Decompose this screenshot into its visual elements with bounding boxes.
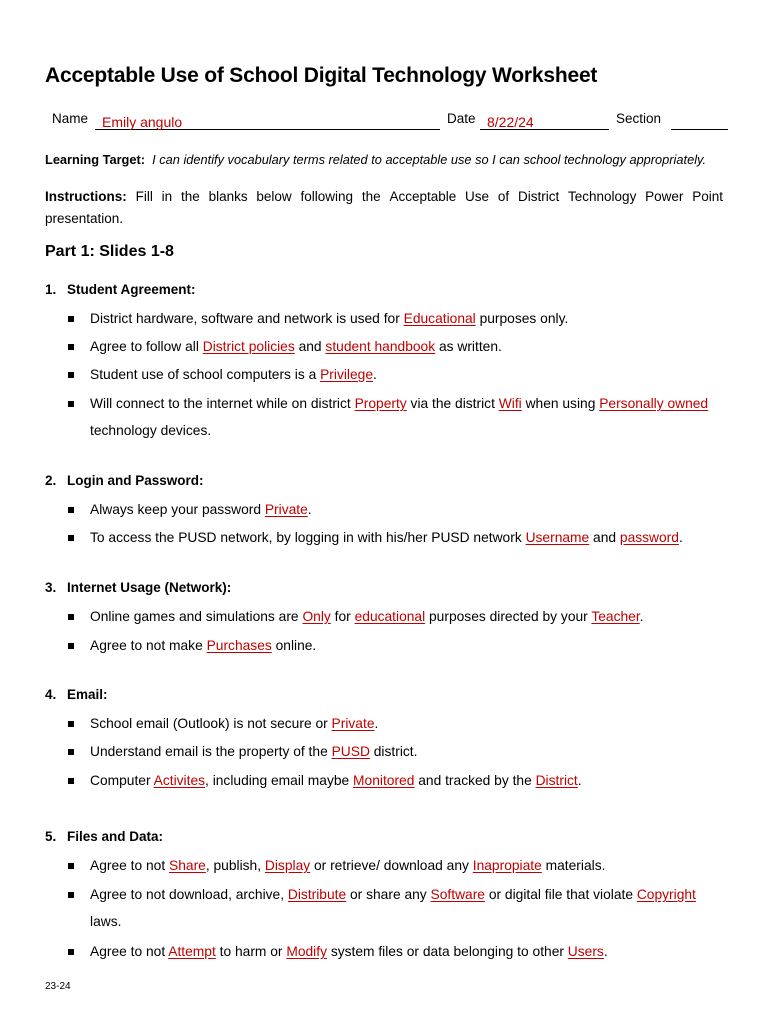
- bullet-text: Computer: [90, 773, 154, 788]
- bullet-text: and tracked by the: [414, 773, 536, 788]
- bullet-text: Agree to follow all: [90, 339, 203, 354]
- instruction-word: blanks: [208, 189, 248, 204]
- bullet-text: to harm or: [215, 944, 287, 959]
- bullet-continuation: technology devices.: [90, 423, 212, 438]
- section-title: Login and Password:: [67, 473, 204, 488]
- section-heading: [45, 580, 231, 595]
- section-field[interactable]: [671, 110, 728, 130]
- answer-blank: Inapropiate: [472, 858, 542, 873]
- bullet-text: Agree to not download, archive,: [90, 887, 288, 902]
- section-heading: [45, 687, 108, 702]
- answer-blank: Display: [264, 858, 311, 873]
- section-heading: [45, 829, 163, 844]
- instruction-word: following: [300, 189, 354, 204]
- bullet-icon: [68, 892, 74, 898]
- bullet-icon: [68, 949, 74, 955]
- answer-blank: educational: [354, 609, 426, 624]
- learning-target-text: I can identify vocabulary terms related to acceptable use so I can school technology appropriately.: [152, 152, 707, 167]
- instruction-word: the: [180, 189, 200, 204]
- answer-blank: Teacher: [591, 609, 640, 624]
- bullet-text: or digital file that violate: [484, 887, 637, 902]
- answer-blank: Educational: [403, 311, 476, 326]
- bullet-icon: [68, 507, 74, 513]
- bullet-text: Agree to not: [90, 944, 169, 959]
- answer-blank: Username: [525, 530, 590, 545]
- section-label: Section: [616, 111, 662, 126]
- answer-blank: Users: [567, 944, 604, 959]
- bullet-text: Student use of school computers is a: [90, 367, 321, 382]
- instructions: [45, 186, 723, 229]
- bullet-text: School email (Outlook) is not secure or: [90, 716, 332, 731]
- bullet-text: Will connect to the internet while on district: [90, 396, 355, 411]
- bullet-text: district.: [369, 744, 418, 759]
- bullet-icon: [68, 749, 74, 755]
- bullet-text: when using: [521, 396, 600, 411]
- part-heading: Part 1: Slides 1-8: [45, 243, 174, 260]
- answer-blank: password: [619, 530, 679, 545]
- answer-blank: Distribute: [287, 887, 347, 902]
- answer-blank: Modify: [286, 944, 327, 959]
- section-heading: [45, 282, 196, 297]
- section-number: 1.: [45, 282, 57, 297]
- bullet-icon: [68, 316, 74, 322]
- answer-blank: student handbook: [325, 339, 436, 354]
- learning-target-label: Learning Target:: [45, 152, 146, 167]
- answer-blank: Software: [430, 887, 485, 902]
- answer-blank: Privilege: [320, 367, 373, 382]
- section-title: Internet Usage (Network):: [67, 580, 232, 595]
- worksheet-title: Acceptable Use of School Digital Technology Worksheet: [45, 64, 598, 87]
- bullet-text: .: [307, 502, 312, 517]
- bullet-text: and: [294, 339, 326, 354]
- date-field[interactable]: 8/22/24: [480, 110, 609, 130]
- instructions-line-1: [45, 186, 723, 208]
- bullet-text: for: [330, 609, 355, 624]
- section-title: Files and Data:: [67, 829, 164, 844]
- bullet-text: , including email maybe: [205, 773, 354, 788]
- bullet-text: .: [373, 367, 377, 382]
- bullet-icon: [68, 535, 74, 541]
- bullet-text: and: [589, 530, 620, 545]
- answer-blank: Wifi: [498, 396, 522, 411]
- instructions-line-2: presentation.: [45, 210, 124, 226]
- instruction-word: Power: [645, 189, 684, 204]
- answer-blank: Purchases: [206, 638, 272, 653]
- answer-blank: District policies: [202, 339, 295, 354]
- bullet-icon: [68, 344, 74, 350]
- bullet-text: Online games and simulations are: [90, 609, 303, 624]
- bullet-text: .: [577, 773, 582, 788]
- footer-code: 23-24: [45, 981, 71, 992]
- instruction-word: below: [256, 189, 292, 204]
- bullet-text: District hardware, software and network is used for: [90, 311, 404, 326]
- bullet-icon: [68, 372, 74, 378]
- name-field[interactable]: Emily angulo: [95, 110, 440, 130]
- bullet-icon: [68, 643, 74, 649]
- bullet-text: .: [678, 530, 683, 545]
- answer-blank: PUSD: [331, 744, 370, 759]
- bullet-icon: [68, 614, 74, 620]
- answer-blank: Only: [302, 609, 331, 624]
- bullet-text: or share any: [346, 887, 431, 902]
- section-number: 5.: [45, 829, 57, 844]
- answer-blank: District: [535, 773, 578, 788]
- bullet-icon: [68, 721, 74, 727]
- bullet-icon: [68, 778, 74, 784]
- instructions-label: Instructions:: [45, 189, 127, 204]
- bullet-text: Agree to not make: [90, 638, 207, 653]
- instruction-word: District: [517, 189, 560, 204]
- section-number: 3.: [45, 580, 57, 595]
- answer-blank: Share: [169, 858, 206, 873]
- section-number: 4.: [45, 687, 57, 702]
- bullet-text: online.: [271, 638, 317, 653]
- instruction-word: Technology: [568, 189, 637, 204]
- bullet-text: , publish,: [205, 858, 265, 873]
- section-heading: [45, 473, 204, 488]
- instruction-word: Fill: [135, 189, 153, 204]
- bullet-text: system files or data belonging to other: [326, 944, 568, 959]
- bullet-text: materials.: [541, 858, 606, 873]
- bullet-text: Understand email is the property of the: [90, 744, 332, 759]
- bullet-text: Always keep your password: [90, 502, 265, 517]
- answer-blank: Private: [264, 502, 308, 517]
- answer-blank: Activites: [153, 773, 206, 788]
- instruction-word: the: [361, 189, 381, 204]
- instruction-word: of: [497, 189, 510, 204]
- bullet-text: .: [374, 716, 379, 731]
- section-title: Student Agreement:: [67, 282, 196, 297]
- bullet-continuation: laws.: [90, 914, 122, 929]
- bullet-text: Agree to not: [90, 858, 170, 873]
- bullet-icon: [68, 401, 74, 407]
- instruction-word: in: [161, 189, 173, 204]
- answer-blank: Copyright: [636, 887, 696, 902]
- instruction-word: Use: [465, 189, 490, 204]
- name-label: Name: [52, 111, 89, 126]
- section-number: 2.: [45, 473, 57, 488]
- bullet-text: or retrieve/ download any: [310, 858, 473, 873]
- bullet-text: via the district: [406, 396, 499, 411]
- section-title: Email:: [67, 687, 108, 702]
- bullet-text: purposes only.: [475, 311, 569, 326]
- learning-target: [45, 152, 706, 167]
- answer-blank: Personally owned: [599, 396, 709, 411]
- answer-blank: Private: [331, 716, 375, 731]
- bullet-text: To access the PUSD network, by logging in with his/her PUSD network: [90, 530, 526, 545]
- answer-blank: Attempt: [168, 944, 216, 959]
- bullet-text: purposes directed by your: [425, 609, 592, 624]
- bullet-icon: [68, 863, 74, 869]
- bullet-text: .: [639, 609, 644, 624]
- bullet-text: as written.: [435, 339, 502, 354]
- date-label: Date: [447, 111, 476, 126]
- instruction-word: Acceptable: [389, 189, 457, 204]
- answer-blank: Property: [354, 396, 407, 411]
- instruction-word: Point: [692, 189, 723, 204]
- bullet-text: .: [603, 944, 608, 959]
- answer-blank: Monitored: [353, 773, 415, 788]
